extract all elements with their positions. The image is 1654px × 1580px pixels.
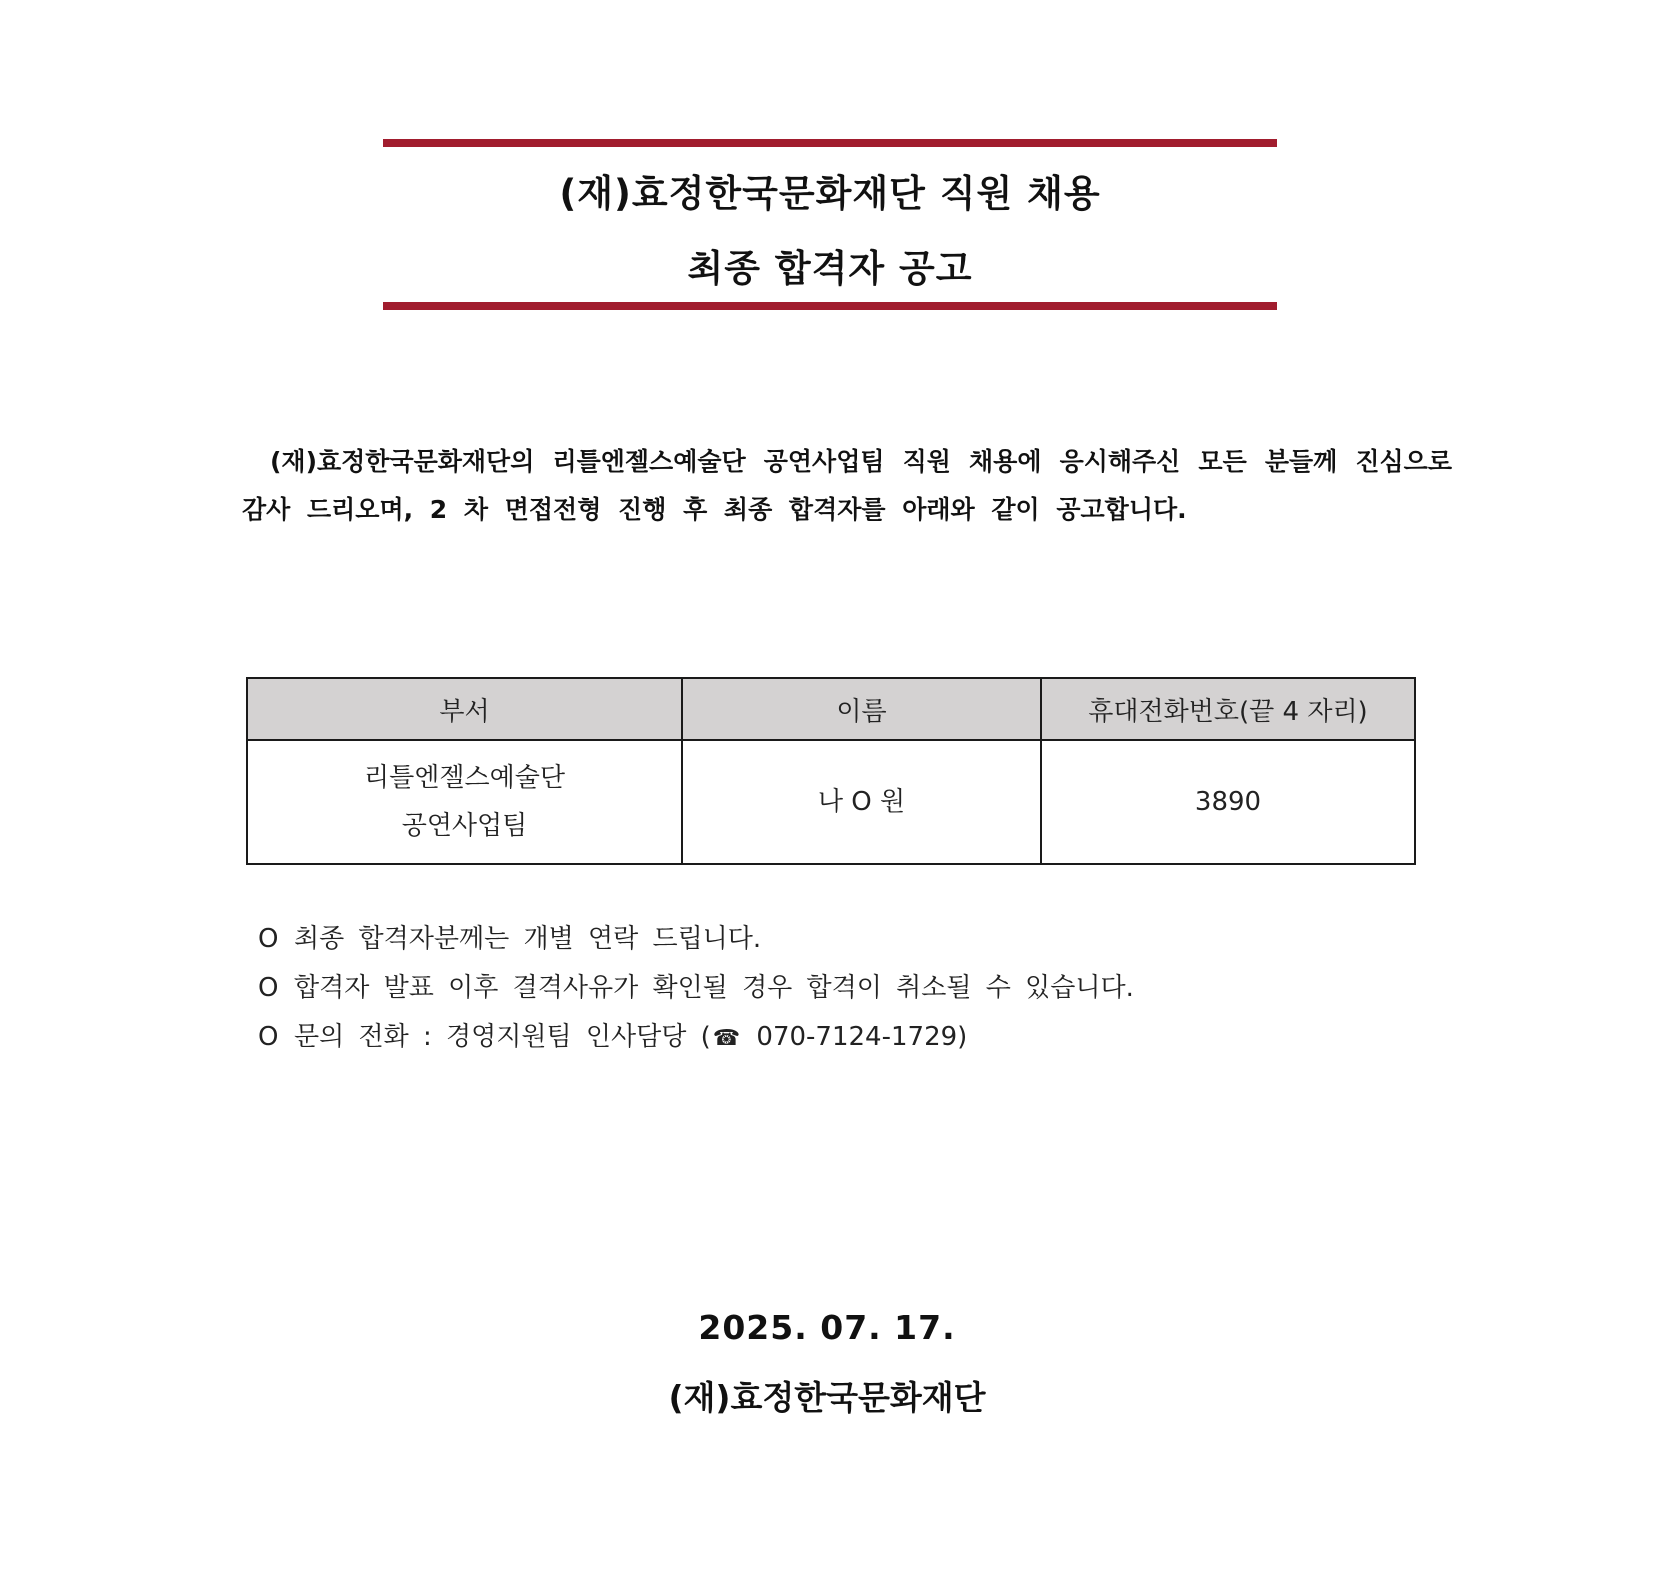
contact-phone: 070-7124-1729) [756,1022,968,1052]
page-title: (재)효정한국문화재단 직원 채용 [559,172,1101,215]
title-top-rule [383,139,1277,147]
bullet-marker: O [258,1022,279,1052]
table-row [247,740,1415,864]
cell-department [247,740,682,864]
title-bottom-rule [383,302,1277,310]
table-header-row [247,678,1415,740]
notes-list [258,915,1408,1062]
department-line-1: 리틀엔젤스예술단 [364,763,565,793]
bullet-marker: O [258,924,279,954]
page-subtitle: 최종 합격자 공고 [687,247,973,290]
organization-name: (재)효정한국문화재단 [668,1378,986,1417]
department-line-2: 공연사업팀 [401,811,528,841]
intro-paragraph: (재)효정한국문화재단의 리틀엔젤스예술단 공연사업팀 직원 채용에 응시해주신 모든 분들께 진심으로 감사 드리오며, 2 차 면접전형 진행 후 최종 합격자를 아래와 같이 공고합니다. [242,447,1452,524]
result-table [246,677,1416,865]
note-text: 합격자 발표 이후 결격사유가 확인될 경우 합격이 취소될 수 있습니다. [294,973,1134,1003]
bullet-marker: O [258,973,279,1003]
list-item [258,1013,1408,1062]
note-text: 최종 합격자분께는 개별 연락 드립니다. [294,924,762,954]
telephone-icon: ☎ [712,1026,741,1051]
list-item [258,964,1408,1013]
cell-phone: 3890 [1041,740,1415,864]
contact-prefix: 문의 전화 : 경영지원팀 인사담당 ( [294,1022,711,1052]
list-item [258,915,1408,964]
header-department: 부서 [247,678,682,740]
cell-name: 나 O 원 [682,740,1041,864]
header-phone: 휴대전화번호(끝 4 자리) [1041,678,1415,740]
notice-date: 2025. 07. 17. [698,1308,956,1347]
header-name: 이름 [682,678,1041,740]
